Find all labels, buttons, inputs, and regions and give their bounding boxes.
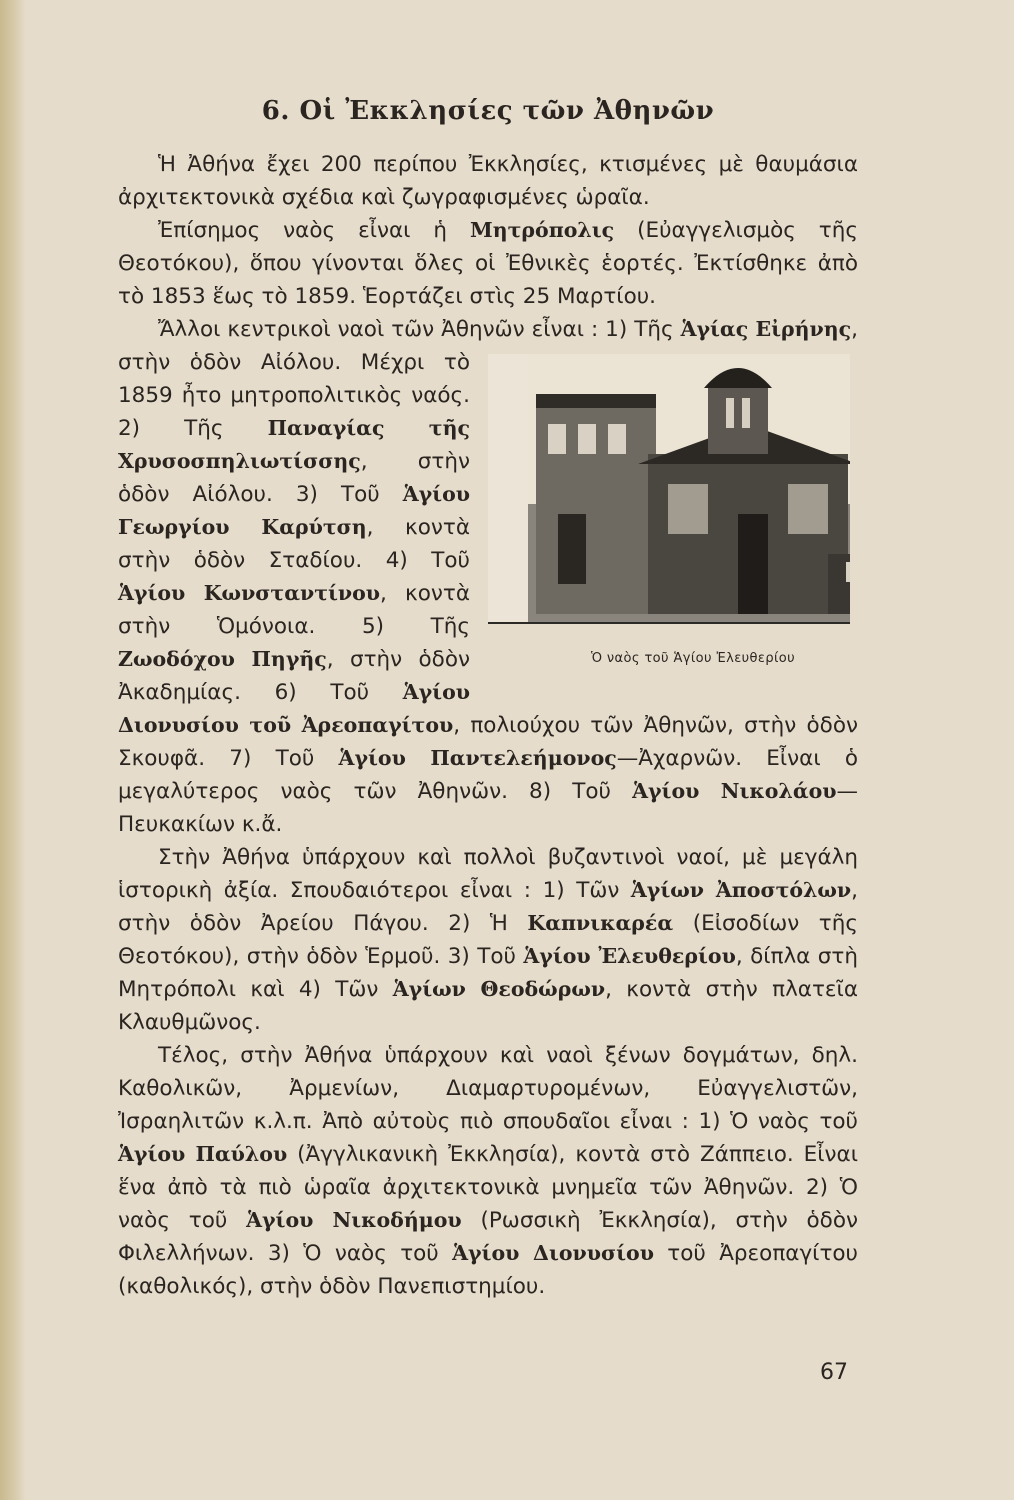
bold-kapnikarea: Καπνικαρέα <box>527 911 674 935</box>
church-figure <box>488 354 858 675</box>
church-photo-illustration <box>528 354 850 622</box>
paragraph-byzantine-churches: Στὴν Ἀθήνα ὑπάρχουν καὶ πολλοὶ βυζαντινοὶ ναοί, μὲ μεγάλη ἱστορικὴ ἀξία. Σπουδαιότεροι εἶναι : 1) Τῶν Ἁγίων Ἀποστόλων, στὴν ὁδὸν Ἀρείου Πάγου. 2) Ἡ Καπνικαρέα (Εἰσοδίων τῆς Θεοτόκου), στὴν ὁδὸν Ἑρμοῦ. 3) Τοῦ Ἁγίου Ἐλευθερίου, δίπλα στὴ Μητρόπολι καὶ 4) Τῶν Ἁγίων Θεοδώρων, κοντὰ στὴν πλατεῖα Κλαυθμῶνος. <box>118 845 858 1035</box>
paragraph-metropolis: Ἐπίσημος ναὸς εἶναι ἡ Μητρόπολις (Εὐαγγελισμὸς τῆς Θεοτόκου), ὅπου γίνονται ὅλες οἱ Ἐθνικὲς ἑορτές. Ἐκτίσθηκε ἀπὸ τὸ 1853 ἕως τὸ 1859. Ἑορτάζει στὶς 25 Μαρτίου. <box>118 218 858 309</box>
bold-agios-eleftherios: Ἁγίου Ἐλευθερίου <box>523 944 736 968</box>
paragraph-intro: Ἡ Ἀθήνα ἔχει 200 περίπου Ἐκκλησίες, κτισμένες μὲ θαυμάσια ἀρχιτεκτονικὰ σχέδια καὶ ζωγραφισμένες ὡραῖα. <box>118 152 858 210</box>
church-photo <box>488 354 850 624</box>
bold-metropolis: Μητρόπολις <box>470 218 615 242</box>
paragraph-foreign-churches: Τέλος, στὴν Ἀθήνα ὑπάρχουν καὶ ναοὶ ξένων δογμάτων, δηλ. Καθολικῶν, Ἀρμενίων, Διαμαρτυρομένων, Εὐαγγελιστῶν, Ἰσραηλιτῶν κ.λ.π. Ἀπὸ αὐτοὺς πιὸ σπουδαῖοι εἶναι : 1) Ὁ ναὸς τοῦ Ἁγίου Παύλου (Ἀγγλικανικὴ Ἐκκλησία), κοντὰ στὸ Ζάππειο. Εἶναι ἕνα ἀπὸ τὰ πιὸ ὡραῖα ἀρχιτεκτονικὰ μνημεῖα τῶν Ἀθηνῶν. 2) Ὁ ναὸς τοῦ Ἁγίου Νικοδήμου (Ρωσσικὴ Ἐκκλησία), στὴν ὁδὸν Φιλελλήνων. 3) Ὁ ναὸς τοῦ Ἁγίου Διονυσίου τοῦ Ἀρεοπαγίτου (καθολικός), στὴν ὁδὸν Πανεπιστημίου. <box>118 1043 858 1299</box>
bold-agios-dionysios-catholic: Ἁγίου Διονυσίου <box>452 1241 654 1265</box>
bold-agia-eirini: Ἁγίας Εἰρήνης <box>680 317 852 341</box>
photo-caption: Ὁ ναὸς τοῦ Ἁγίου Ἐλευθερίου <box>590 651 796 666</box>
page-number: 67 <box>820 1360 848 1385</box>
page-content <box>118 96 858 1303</box>
chapter-heading: 6. Οἱ Ἐκκλησίες τῶν Ἀθηνῶν <box>261 96 715 126</box>
bold-agios-nikodimos: Ἁγίου Νικοδήμου <box>246 1208 462 1232</box>
bold-agios-nikolaos: Ἁγίου Νικολάου <box>632 779 837 803</box>
paragraph-central-churches: Ἄλλοι κεντρικοὶ ναοὶ τῶν Ἀθηνῶν εἶναι : 1) Τῆς Ἁγίας Εἰρήνης Ὁ ναὸς τοῦ Ἁγίου Ἐλευθερίου , στὴν ὁδὸν Αἰόλου. Μέχρι τὸ 1859 ἦτο μητροπολιτικὸς ναός. 2) Τῆς Παναγίας τῆς Χρυσοσπηλιωτίσσης, στὴν ὁδὸν Αἰόλου. 3) Τοῦ Ἁγίου Γεωργίου Καρύτση, κοντὰ στὴν ὁδὸν Σταδίου. 4) Τοῦ Ἁγίου Κωνσταντίνου, κοντὰ στὴν Ὁμόνοια. 5) Τῆς Ζωοδόχου Πηγῆς, στὴν ὁδὸν Ἀκαδημίας. 6) Τοῦ Ἁγίου Διονυσίου τοῦ Ἀρεοπαγίτου, πολιούχου τῶν Ἀθηνῶν, στὴν ὁδὸν Σκουφᾶ. 7) Τοῦ Ἁγίου Παντελεήμονος—Ἀχαρνῶν. Εἶναι ὁ μεγαλύτερος ναὸς τῶν Ἀθηνῶν. 8) Τοῦ Ἁγίου Νικολάου—Πευκακίων κ.ἄ. <box>118 313 858 841</box>
bold-agioi-theodoroi: Ἁγίων Θεοδώρων <box>392 977 606 1001</box>
bold-agios-panteleimon: Ἁγίου Παντελεήμονος <box>338 746 617 770</box>
bold-panagia: Παναγίας τῆς Χρυσοσπηλιωτίσσης <box>118 416 470 473</box>
bold-agios-dionysios: Ἁγίου Διονυσίου τοῦ Ἀρεοπαγίτου <box>118 680 470 737</box>
bold-zoodochos-pigi: Ζωοδόχου Πηγῆς <box>118 647 327 671</box>
bold-agios-pavlos: Ἁγίου Παύλου <box>118 1142 288 1166</box>
page-binding-edge <box>0 0 26 1500</box>
bold-agios-konstantinos: Ἁγίου Κωνσταντίνου <box>118 581 381 605</box>
bold-agios-georgios: Ἁγίου Γεωργίου Καρύτση <box>118 482 470 539</box>
bold-agioi-apostoloi: Ἁγίων Ἀποστόλων <box>630 878 852 902</box>
